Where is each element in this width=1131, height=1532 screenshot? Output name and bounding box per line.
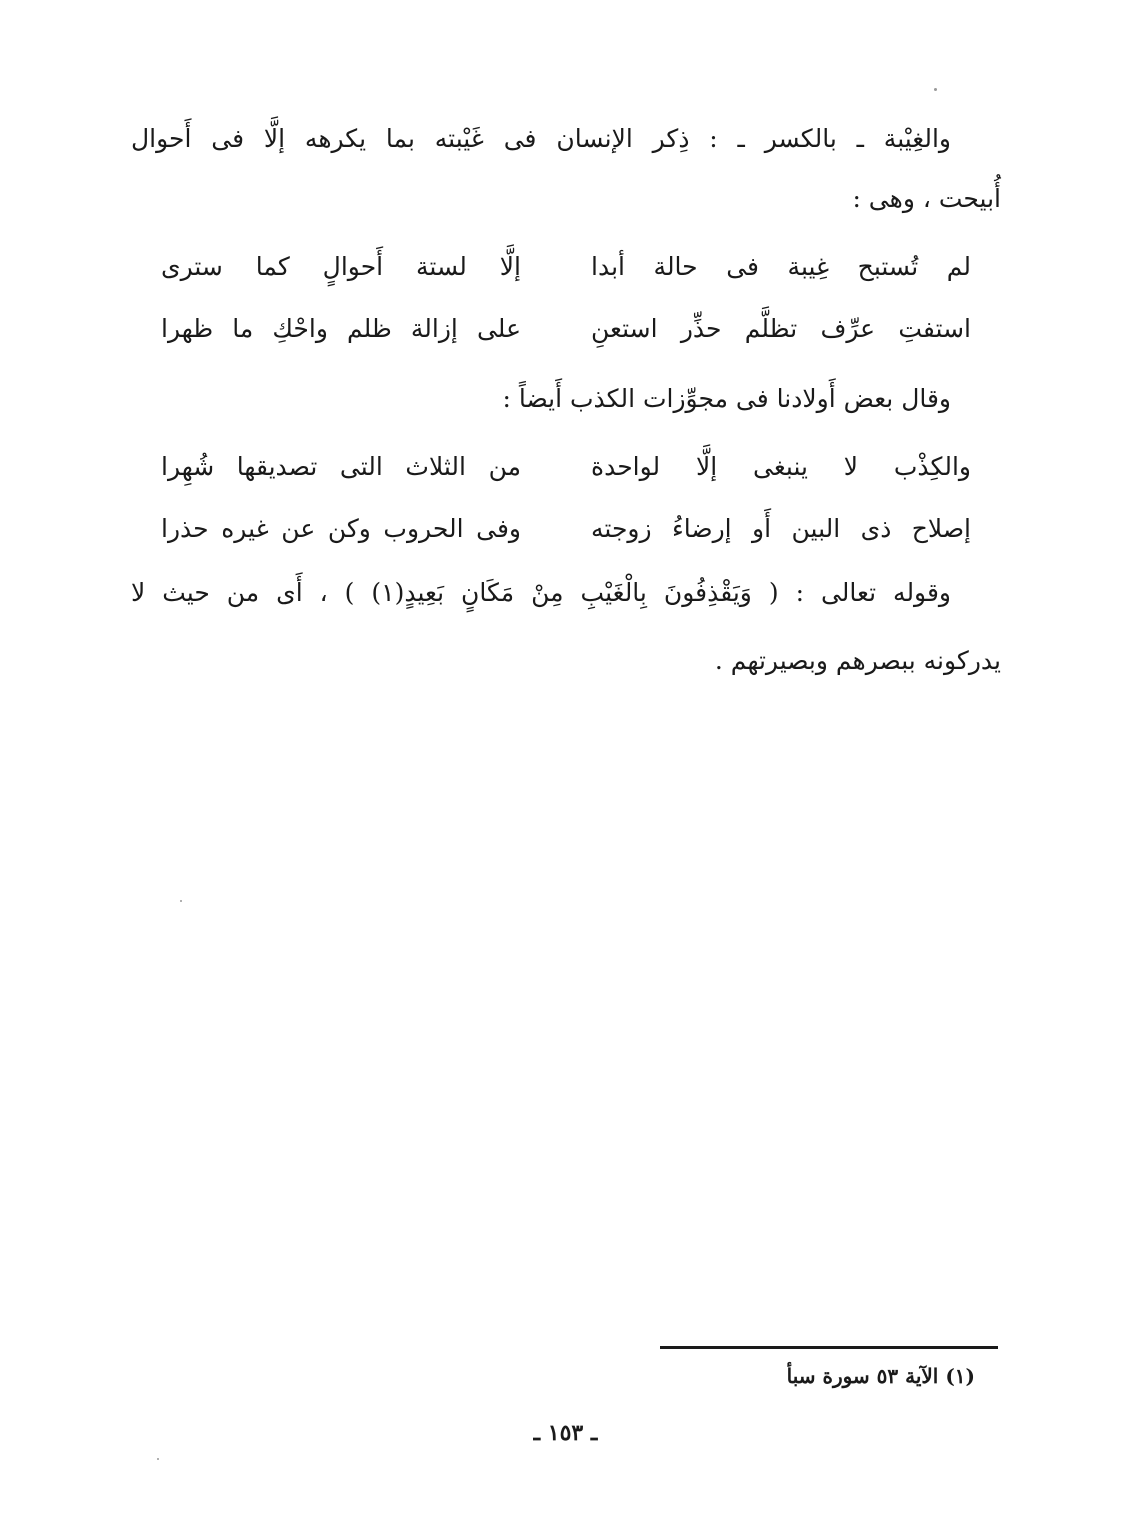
scan-speck	[180, 900, 182, 902]
verse-1-line-1-second-hemistich: إلَّا لستة أَحوالٍ كما سترى	[161, 252, 521, 281]
scan-speck	[157, 1458, 159, 1460]
verse-2-line-2-second-hemistich: وفى الحروب وكن عن غيره حذرا	[161, 514, 521, 543]
paragraph-3-line-1: وقوله تعالى : ( وَيَقْذِفُونَ بِالْغَيْبِ مِنْ مَكَانٍ بَعِيدٍ(١) ) ، أَى من حيث لا	[131, 578, 951, 607]
verse-1-line-2-second-hemistich: على إزالة ظلم واحْكِ ما ظهرا	[161, 314, 521, 343]
verse-1-line-2-first-hemistich: استفتِ عرِّف تظلَّم حذِّر استعنِ	[591, 314, 971, 343]
paragraph-2-line-1: وقال بعض أَولادنا فى مجوِّزات الكذب أَيضاً :	[502, 384, 951, 413]
paragraph-1-line-1: والغِيْبة ـ بالكسر ـ : ذِكر الإنسان فى غَيْبته بما يكرهه إلَّا فى أَحوال	[131, 124, 951, 153]
verse-2-line-1-first-hemistich: والكِذْب لا ينبغى إلَّا لواحدة	[591, 452, 971, 481]
paragraph-1-line-2: أُبيحت ، وهى :	[852, 184, 1001, 213]
paragraph-3-line-2: يدركونه ببصرهم وبصيرتهم .	[714, 646, 1001, 675]
page-number: ـ ١٥٣ ـ	[533, 1420, 598, 1446]
scan-speck	[934, 88, 937, 91]
footnote-separator	[660, 1346, 998, 1349]
footnote: (١) الآية ٥٣ سورة سبأ	[786, 1364, 975, 1388]
verse-2-line-1-second-hemistich: من الثلاث التى تصديقها شُهِرا	[161, 452, 521, 481]
verse-1-line-1-first-hemistich: لم تُستبح غِيبة فى حالة أبدا	[591, 252, 971, 281]
verse-2-line-2-first-hemistich: إصلاح ذى البين أَو إرضاءُ زوجته	[591, 514, 971, 543]
